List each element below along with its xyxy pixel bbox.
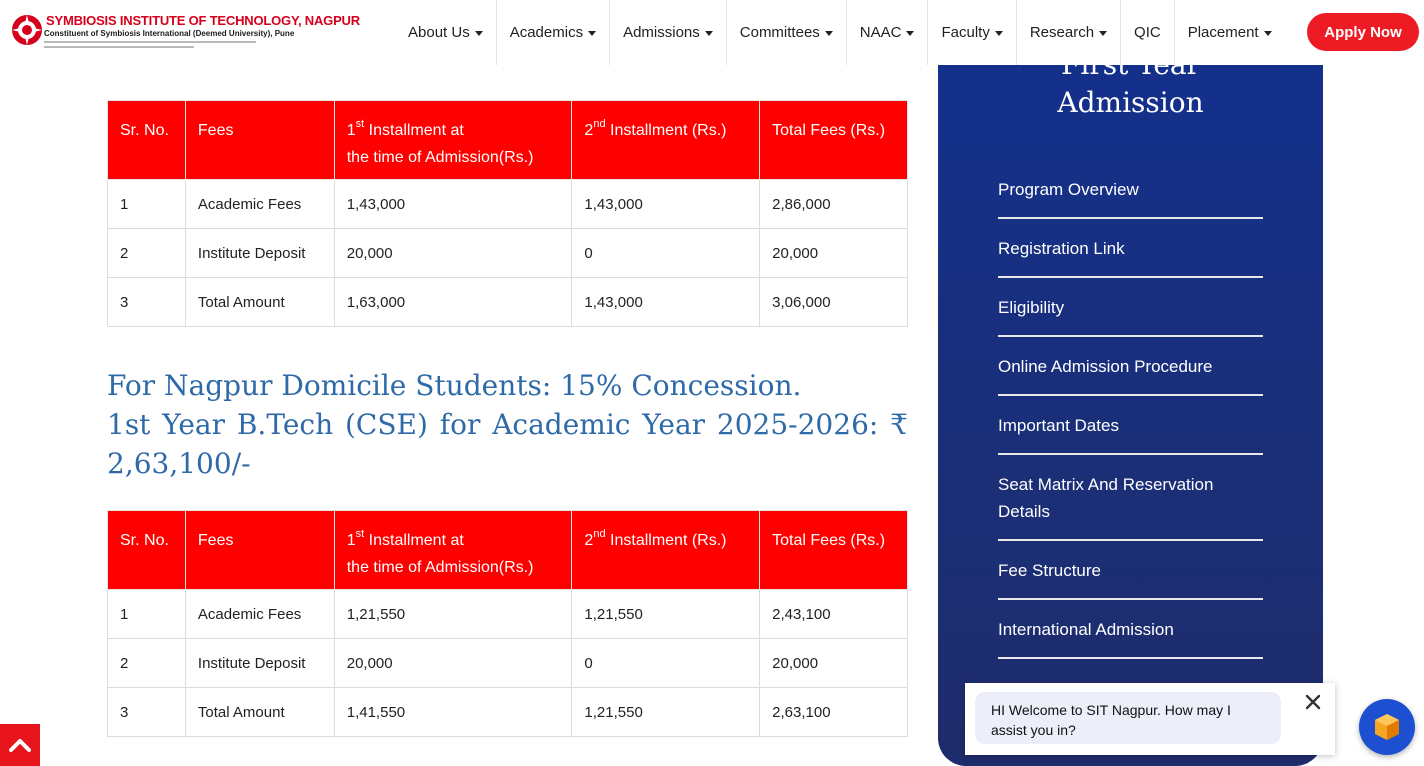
header-total-fees: Total Fees (Rs.)	[760, 511, 908, 590]
header-fees: Fees	[185, 101, 334, 180]
inst1-number: 1	[346, 532, 356, 549]
cell-inst2: 1,21,550	[572, 590, 760, 639]
nav-naac[interactable]	[847, 0, 929, 65]
site-header	[0, 0, 1424, 65]
sidebar-title-line2: Admission	[1057, 86, 1204, 119]
chatbot-cube-icon	[1372, 712, 1402, 742]
table-row	[108, 590, 908, 639]
table-header-row	[108, 101, 908, 180]
inst1-line2: the time of Admission(Rs.)	[346, 559, 534, 576]
domicile-concession-heading	[107, 366, 908, 483]
sidebar-link-fee-structure[interactable]: Fee Structure	[998, 561, 1101, 580]
inst1-suffix: st	[355, 117, 365, 130]
nav-label: Committees	[739, 24, 820, 41]
cell-total: 20,000	[760, 639, 908, 688]
sidebar-link-registration[interactable]: Registration Link	[998, 239, 1125, 258]
cell-total: 20,000	[760, 229, 908, 278]
sidebar-divider	[998, 276, 1263, 278]
cell-fee: Institute Deposit	[185, 229, 334, 278]
header-total-fees: Total Fees (Rs.)	[760, 101, 908, 180]
sidebar-divider	[998, 217, 1263, 219]
caret-down-icon	[705, 31, 713, 36]
caret-down-icon	[825, 31, 833, 36]
sidebar-link-international-admission[interactable]: International Admission	[998, 620, 1174, 639]
caret-down-icon	[1264, 31, 1272, 36]
cell-inst1: 1,21,550	[334, 590, 572, 639]
table-row	[108, 278, 908, 327]
table-header-row	[108, 511, 908, 590]
chevron-up-icon	[9, 738, 31, 752]
close-icon[interactable]	[1304, 693, 1322, 711]
cell-sr: 1	[108, 590, 186, 639]
caret-down-icon	[588, 31, 596, 36]
header-installment-2	[572, 511, 760, 590]
sidebar-divider	[998, 539, 1263, 541]
cell-inst1: 1,63,000	[334, 278, 572, 327]
chat-welcome-message: HI Welcome to SIT Nagpur. How may I assist you in?	[975, 692, 1281, 744]
header-sr-no: Sr. No.	[108, 511, 186, 590]
nav-label: Faculty	[941, 24, 990, 41]
cell-inst2: 0	[572, 229, 760, 278]
cell-total: 2,43,100	[760, 590, 908, 639]
inst2-suffix: nd	[593, 527, 606, 540]
inst2-number: 2	[584, 122, 594, 139]
sidebar-link-online-admission[interactable]: Online Admission Procedure	[998, 357, 1213, 376]
caret-down-icon	[1099, 31, 1107, 36]
caret-down-icon	[906, 31, 914, 36]
cell-total: 2,86,000	[760, 180, 908, 229]
inst1-line1: Installment at	[368, 532, 464, 549]
cell-total: 2,63,100	[760, 688, 908, 737]
sidebar-divider	[998, 453, 1263, 455]
nav-label: QIC	[1134, 24, 1161, 41]
caret-down-icon	[995, 31, 1003, 36]
nav-label: NAAC	[859, 24, 902, 41]
logo-subtitle: Constituent of Symbiosis International (Deemed University), Pune	[44, 29, 295, 38]
cell-sr: 2	[108, 639, 186, 688]
first-year-admission-sidebar	[938, 0, 1323, 766]
table-row	[108, 229, 908, 278]
sidebar-divider	[998, 598, 1263, 600]
fee-table-general	[107, 100, 908, 327]
table-row	[108, 180, 908, 229]
header-sr-no: Sr. No.	[108, 101, 186, 180]
academic-year-line: 1st Year B.Tech (CSE) for Academic Year 2025-2026: ₹	[107, 408, 908, 441]
sidebar-divider	[998, 394, 1263, 396]
table-row	[108, 639, 908, 688]
nav-faculty[interactable]	[928, 0, 1016, 65]
cell-total: 3,06,000	[760, 278, 908, 327]
inst2-label: Installment (Rs.)	[610, 532, 727, 549]
nav-admissions[interactable]	[610, 0, 727, 65]
sidebar-link-eligibility[interactable]: Eligibility	[998, 298, 1065, 317]
total-amount-line: 2,63,100/-	[107, 447, 251, 480]
table-row	[108, 688, 908, 737]
nav-placement[interactable]	[1175, 0, 1285, 65]
cell-fee: Academic Fees	[185, 180, 334, 229]
cell-inst1: 1,43,000	[334, 180, 572, 229]
institute-logo[interactable]	[10, 11, 360, 51]
main-navigation	[395, 0, 1285, 65]
cell-inst2: 1,43,000	[572, 278, 760, 327]
nav-label: Academics	[509, 24, 584, 41]
logo-fine-print-line	[44, 46, 194, 48]
inst1-line2: the time of Admission(Rs.)	[346, 149, 534, 166]
cell-inst1: 20,000	[334, 639, 572, 688]
nav-qic[interactable]	[1121, 0, 1175, 65]
chat-launcher-button[interactable]	[1359, 699, 1415, 755]
inst1-number: 1	[346, 122, 356, 139]
header-fees: Fees	[185, 511, 334, 590]
cell-sr: 2	[108, 229, 186, 278]
symbiosis-emblem-icon	[10, 13, 44, 47]
cell-fee: Total Amount	[185, 278, 334, 327]
nav-committees[interactable]	[727, 0, 847, 65]
inst2-label: Installment (Rs.)	[610, 122, 727, 139]
nav-about-us[interactable]	[395, 0, 497, 65]
header-installment-2	[572, 101, 760, 180]
fee-table-domicile	[107, 510, 908, 737]
cell-inst2: 1,43,000	[572, 180, 760, 229]
header-installment-1	[334, 511, 572, 590]
cell-inst1: 1,41,550	[334, 688, 572, 737]
cell-fee: Academic Fees	[185, 590, 334, 639]
cell-sr: 1	[108, 180, 186, 229]
scroll-to-top-button[interactable]	[0, 724, 40, 766]
nav-label: About Us	[408, 24, 470, 41]
nav-label: Admissions	[623, 24, 700, 41]
cell-sr: 3	[108, 688, 186, 737]
nav-academics[interactable]	[497, 0, 610, 65]
cell-fee: Total Amount	[185, 688, 334, 737]
sidebar-link-seat-matrix[interactable]: Seat Matrix And Reservation Details	[998, 475, 1214, 521]
sidebar-divider	[998, 657, 1263, 659]
nav-label: Research	[1029, 24, 1095, 41]
inst1-line1: Installment at	[368, 122, 464, 139]
cell-fee: Institute Deposit	[185, 639, 334, 688]
sidebar-divider	[998, 335, 1263, 337]
inst2-number: 2	[584, 532, 594, 549]
inst1-suffix: st	[355, 527, 365, 540]
nav-research[interactable]	[1017, 0, 1121, 65]
logo-title: SYMBIOSIS INSTITUTE OF TECHNOLOGY, NAGPUR	[46, 13, 360, 28]
cell-inst2: 1,21,550	[572, 688, 760, 737]
cell-inst1: 20,000	[334, 229, 572, 278]
apply-now-button[interactable]: Apply Now	[1307, 13, 1419, 51]
cell-sr: 3	[108, 278, 186, 327]
nav-label: Placement	[1187, 24, 1259, 41]
chat-popup	[965, 683, 1335, 755]
cell-inst2: 0	[572, 639, 760, 688]
concession-line: For Nagpur Domicile Students: 15% Concession.	[107, 369, 802, 402]
header-installment-1	[334, 101, 572, 180]
inst2-suffix: nd	[593, 117, 606, 130]
sidebar-link-program-overview[interactable]: Program Overview	[998, 180, 1139, 199]
caret-down-icon	[475, 31, 483, 36]
sidebar-link-important-dates[interactable]: Important Dates	[998, 416, 1119, 435]
logo-fine-print-line	[44, 41, 256, 43]
